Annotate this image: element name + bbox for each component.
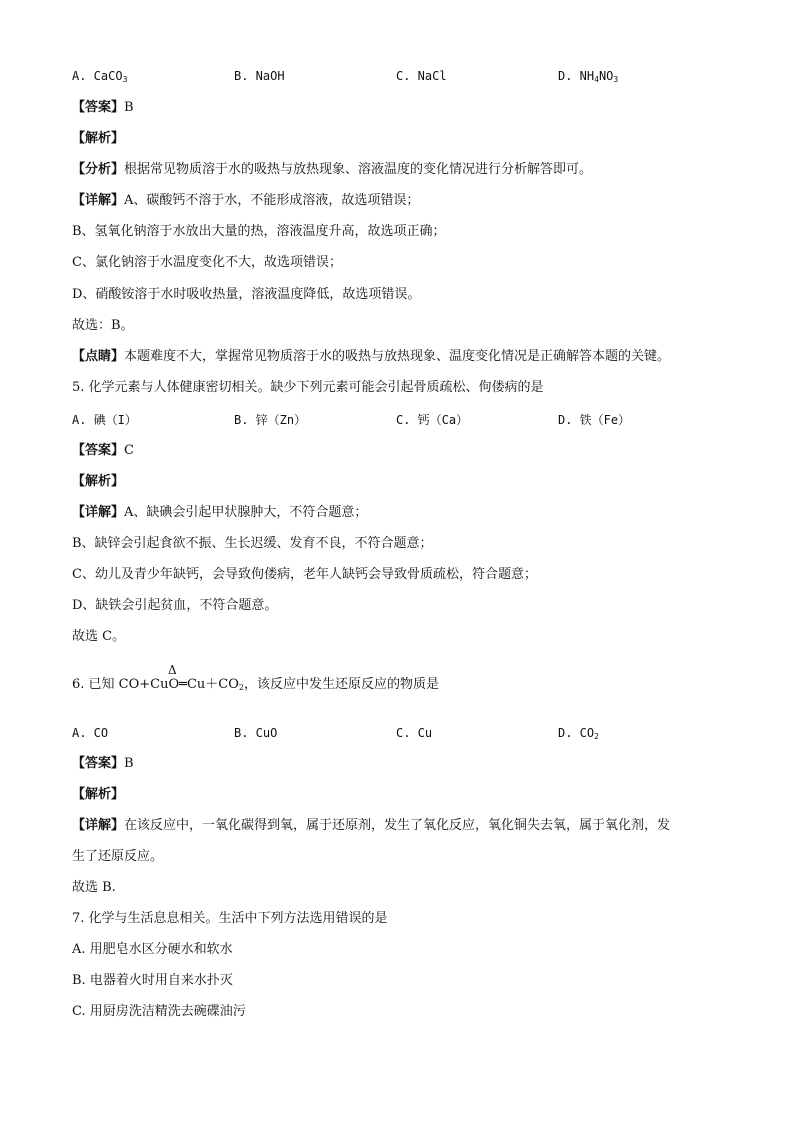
q6-detail-2: 生了还原反应。 [72, 849, 164, 864]
q5-option-c: C. 钙（Ca） [396, 413, 469, 427]
q6-option-a: A. CO [72, 726, 109, 740]
q5-answer: 【答案】C [72, 443, 134, 458]
q5-choose: 故选 C。 [72, 629, 126, 644]
q4-answer: 【答案】B [72, 100, 134, 115]
q4-choose: 故选：B。 [72, 318, 134, 333]
q4-option-a: A. CaCO$_3$ [72, 69, 128, 84]
q4-option-d: D. $NH_4NO_3$ [558, 69, 619, 84]
q5-option-a: A. 碘（I） [72, 413, 137, 427]
q6-detail-1: 【详解】在该反应中，一氧化碳得到氧，属于还原剂，发生了氧化反应，氧化铜失去氧，属于氧化剂，发 [72, 818, 671, 833]
q5-option-d: D. 铁（Fe） [558, 413, 631, 427]
q6-answer: 【答案】B [72, 756, 134, 771]
q7-stem: 7. 化学与生活息息相关。生活中下列方法选用错误的是 [72, 911, 388, 926]
q5-stem: 5. 化学元素与人体健康密切相关。缺少下列元素可能会引起骨质疏松、佝偻病的是 [72, 380, 544, 395]
q5-detail-d: D、缺铁会引起贫血，不符合题意。 [72, 598, 278, 613]
q4-tip: 【点睛】本题难度不大，掌握常见物质溶于水的吸热与放热现象、温度变化情况是正确解答本题的关键。 [72, 349, 671, 364]
q6-option-c: C. Cu [396, 726, 433, 740]
q4-detail-b: B、氢氧化钠溶于水放出大量的热，溶液温度升高，故选项正确； [72, 224, 446, 239]
q4-analysis: 【分析】根据常见物质溶于水的吸热与放热现象、溶液温度的变化情况进行分析解答即可。 [72, 162, 593, 177]
q4-detail-d: D、硝酸铵溶于水时吸收热量，溶液温度降低，故选项错误。 [72, 287, 421, 302]
q7-option-c: C. 用厨房洗洁精洗去碗碟油污 [72, 1004, 246, 1019]
q6-choose: 故选 B. [72, 880, 116, 895]
q6-reaction-condition: Δ [168, 663, 177, 677]
q7-option-b: B. 电器着火时用自来水扑灭 [72, 973, 233, 988]
q6-jiexi-heading: 【解析】 [72, 787, 125, 802]
q6-option-b: B. CuO [234, 726, 278, 740]
q6-stem: 6. 已知 $CO+CuO═Cu+CO_2$，该反应中发生还原反应的物质是 [72, 677, 440, 692]
q4-option-b: B. NaOH [234, 69, 285, 83]
q4-jiexi-heading: 【解析】 [72, 131, 125, 146]
q5-detail-c: C、幼儿及青少年缺钙，会导致佝偻病，老年人缺钙会导致骨质疏松，符合题意； [72, 567, 537, 582]
q5-detail-a: 【详解】A、缺碘会引起甲状腺肿大，不符合题意； [72, 505, 368, 520]
q4-detail-c: C、氯化钠溶于水温度变化不大，故选项错误； [72, 255, 342, 270]
q5-jiexi-heading: 【解析】 [72, 474, 125, 489]
q4-option-c: C. NaCl [396, 69, 447, 83]
q5-option-b: B. 锌（Zn） [234, 413, 307, 427]
q7-option-a: A. 用肥皂水区分硬水和软水 [72, 942, 233, 957]
q5-detail-b: B、缺锌会引起食欲不振、生长迟缓、发育不良，不符合题意； [72, 536, 433, 551]
q6-option-d: D. $CO_2$ [558, 726, 599, 741]
q4-detail-a: 【详解】A、碳酸钙不溶于水，不能形成溶液，故选项错误； [72, 193, 420, 208]
